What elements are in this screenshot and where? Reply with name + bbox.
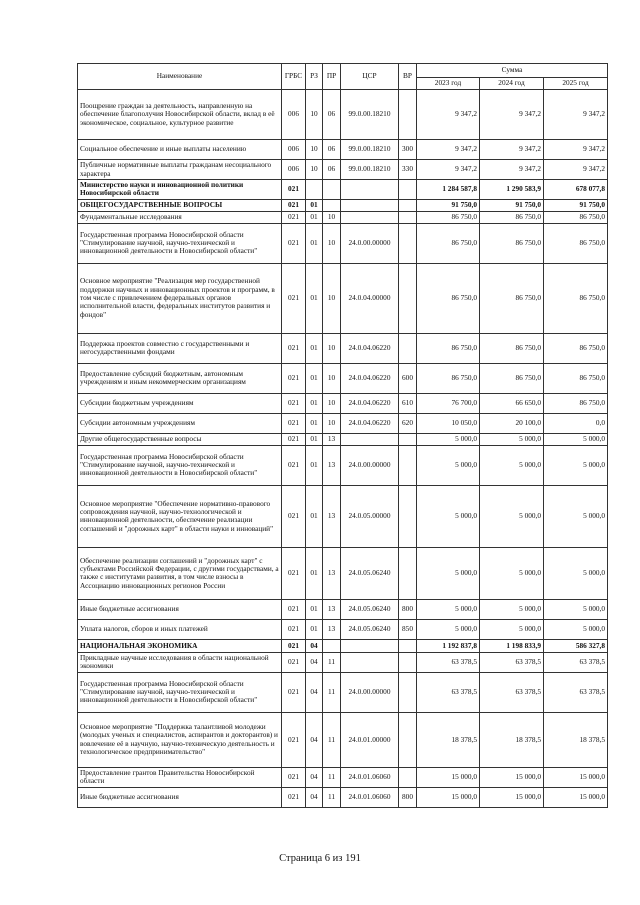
cell-grbs: 021 xyxy=(282,199,306,211)
cell-2024: 5 000,0 xyxy=(480,619,544,639)
cell-2024: 91 750,0 xyxy=(480,199,544,211)
cell-2024: 1 198 833,9 xyxy=(480,639,544,652)
cell-name: Публичные нормативные выплаты гражданам несоциального характера xyxy=(78,160,282,180)
table-row xyxy=(78,211,608,223)
cell-pr: 10 xyxy=(323,363,341,393)
cell-vr: 330 xyxy=(399,160,417,180)
table-row xyxy=(78,333,608,363)
cell-vr: 800 xyxy=(399,787,417,807)
cell-2025: 86 750,0 xyxy=(544,223,608,263)
cell-csr: 24.0.00.00000 xyxy=(341,445,399,485)
table-row xyxy=(78,433,608,445)
cell-2025: 9 347,2 xyxy=(544,90,608,140)
cell-2023: 76 700,0 xyxy=(417,393,480,413)
cell-name: Предоставление субсидий бюджетным, автономным учреждениям и иным некоммерческим организациям xyxy=(78,363,282,393)
table-row xyxy=(78,767,608,787)
cell-2025: 5 000,0 xyxy=(544,485,608,547)
cell-2025: 63 378,5 xyxy=(544,652,608,672)
cell-name: Обеспечение реализации соглашений и "дорожных карт" с субъектами Российской Федерации, с другими государствами, а также с институтами развития, в том числе взносы в Ассоциацию инновационных регионов России xyxy=(78,547,282,599)
cell-grbs: 006 xyxy=(282,160,306,180)
cell-vr: 300 xyxy=(399,140,417,160)
cell-2023: 9 347,2 xyxy=(417,90,480,140)
header-row xyxy=(78,64,608,78)
cell-grbs: 021 xyxy=(282,787,306,807)
cell-name: Поддержка проектов совместно с государственными и негосударственными фондами xyxy=(78,333,282,363)
cell-2025: 15 000,0 xyxy=(544,787,608,807)
cell-pr: 13 xyxy=(323,619,341,639)
cell-name: ОБЩЕГОСУДАРСТВЕННЫЕ ВОПРОСЫ xyxy=(78,199,282,211)
cell-rz: 10 xyxy=(306,160,323,180)
cell-vr xyxy=(399,211,417,223)
cell-name: Министерство науки и инновационной политики Новосибирской области xyxy=(78,180,282,200)
cell-2025: 5 000,0 xyxy=(544,433,608,445)
cell-2025: 86 750,0 xyxy=(544,333,608,363)
cell-2025: 5 000,0 xyxy=(544,547,608,599)
table-row xyxy=(78,652,608,672)
cell-rz: 01 xyxy=(306,485,323,547)
cell-vr xyxy=(399,639,417,652)
cell-2024: 5 000,0 xyxy=(480,433,544,445)
cell-vr xyxy=(399,90,417,140)
cell-2024: 18 378,5 xyxy=(480,712,544,767)
cell-2023: 15 000,0 xyxy=(417,767,480,787)
cell-pr xyxy=(323,639,341,652)
cell-pr: 06 xyxy=(323,90,341,140)
cell-2024: 5 000,0 xyxy=(480,485,544,547)
table-row xyxy=(78,547,608,599)
cell-name: Субсидии автономным учреждениям xyxy=(78,413,282,433)
cell-rz: 01 xyxy=(306,599,323,619)
cell-2024: 86 750,0 xyxy=(480,223,544,263)
cell-csr xyxy=(341,652,399,672)
cell-2024: 86 750,0 xyxy=(480,333,544,363)
cell-csr xyxy=(341,639,399,652)
cell-grbs: 021 xyxy=(282,433,306,445)
cell-vr xyxy=(399,180,417,200)
cell-csr: 24.0.04.06220 xyxy=(341,363,399,393)
table-row xyxy=(78,90,608,140)
cell-2023: 9 347,2 xyxy=(417,140,480,160)
cell-2023: 86 750,0 xyxy=(417,263,480,333)
cell-grbs: 021 xyxy=(282,211,306,223)
cell-2025: 0,0 xyxy=(544,413,608,433)
col-header-year-2025: 2025 год xyxy=(544,78,608,90)
cell-name: Государственная программа Новосибирской области "Стимулирование научной, научно-технической и инновационной деятельности в Новосибирской области" xyxy=(78,672,282,712)
cell-csr: 24.0.00.00000 xyxy=(341,672,399,712)
cell-vr xyxy=(399,333,417,363)
cell-rz: 01 xyxy=(306,445,323,485)
cell-2024: 86 750,0 xyxy=(480,263,544,333)
cell-grbs: 021 xyxy=(282,445,306,485)
cell-name: Государственная программа Новосибирской области "Стимулирование научной, научно-технической и инновационной деятельности в Новосибирской области" xyxy=(78,445,282,485)
cell-name: Основное мероприятие "Реализация мер государственной поддержки научных и инновационных проектов и программ, в том числе с привлечением федеральных органов исполнительной власти, федеральных институтов развития и фондов" xyxy=(78,263,282,333)
table-row xyxy=(78,619,608,639)
cell-2025: 86 750,0 xyxy=(544,363,608,393)
cell-rz: 04 xyxy=(306,639,323,652)
cell-csr xyxy=(341,180,399,200)
cell-2024: 9 347,2 xyxy=(480,90,544,140)
cell-pr: 13 xyxy=(323,547,341,599)
cell-2023: 15 000,0 xyxy=(417,787,480,807)
cell-name: Другие общегосударственные вопросы xyxy=(78,433,282,445)
cell-name: Иные бюджетные ассигнования xyxy=(78,599,282,619)
cell-grbs: 021 xyxy=(282,363,306,393)
col-header-year-2023: 2023 год xyxy=(417,78,480,90)
table-row xyxy=(78,787,608,807)
table-row xyxy=(78,413,608,433)
cell-csr: 99.0.00.18210 xyxy=(341,140,399,160)
cell-pr: 11 xyxy=(323,652,341,672)
cell-2023: 1 192 837,8 xyxy=(417,639,480,652)
cell-2024: 63 378,5 xyxy=(480,672,544,712)
cell-csr: 24.0.05.00000 xyxy=(341,485,399,547)
cell-name: Уплата налогов, сборов и иных платежей xyxy=(78,619,282,639)
table-row xyxy=(78,672,608,712)
cell-2023: 63 378,5 xyxy=(417,672,480,712)
cell-pr: 10 xyxy=(323,223,341,263)
table-row xyxy=(78,180,608,200)
col-header-rz: РЗ xyxy=(306,64,323,90)
table-row xyxy=(78,639,608,652)
cell-2025: 9 347,2 xyxy=(544,140,608,160)
cell-pr: 11 xyxy=(323,767,341,787)
cell-rz: 01 xyxy=(306,211,323,223)
cell-csr: 99.0.00.18210 xyxy=(341,160,399,180)
cell-grbs: 021 xyxy=(282,599,306,619)
cell-2023: 5 000,0 xyxy=(417,599,480,619)
cell-pr: 11 xyxy=(323,712,341,767)
col-header-csr: ЦСР xyxy=(341,64,399,90)
cell-csr: 24.0.04.00000 xyxy=(341,263,399,333)
cell-grbs: 006 xyxy=(282,140,306,160)
table-row xyxy=(78,223,608,263)
table-row xyxy=(78,599,608,619)
cell-2023: 10 050,0 xyxy=(417,413,480,433)
cell-2023: 63 378,5 xyxy=(417,652,480,672)
cell-grbs: 021 xyxy=(282,180,306,200)
cell-2024: 1 290 583,9 xyxy=(480,180,544,200)
cell-csr: 24.0.00.00000 xyxy=(341,223,399,263)
cell-vr xyxy=(399,263,417,333)
cell-grbs: 021 xyxy=(282,619,306,639)
cell-grbs: 021 xyxy=(282,547,306,599)
cell-vr xyxy=(399,672,417,712)
table-row xyxy=(78,363,608,393)
cell-2025: 63 378,5 xyxy=(544,672,608,712)
col-header-year-2024: 2024 год xyxy=(480,78,544,90)
cell-pr: 13 xyxy=(323,599,341,619)
cell-2025: 5 000,0 xyxy=(544,599,608,619)
table-row xyxy=(78,485,608,547)
cell-2024: 5 000,0 xyxy=(480,599,544,619)
cell-2024: 9 347,2 xyxy=(480,140,544,160)
cell-pr: 13 xyxy=(323,485,341,547)
cell-2023: 5 000,0 xyxy=(417,485,480,547)
col-header-sum: Сумма xyxy=(417,64,608,78)
cell-grbs: 006 xyxy=(282,90,306,140)
cell-2023: 5 000,0 xyxy=(417,547,480,599)
cell-grbs: 021 xyxy=(282,672,306,712)
cell-2023: 86 750,0 xyxy=(417,223,480,263)
cell-name: Иные бюджетные ассигнования xyxy=(78,787,282,807)
cell-rz: 01 xyxy=(306,199,323,211)
cell-rz: 01 xyxy=(306,547,323,599)
table-row xyxy=(78,160,608,180)
cell-vr xyxy=(399,433,417,445)
cell-pr: 06 xyxy=(323,140,341,160)
cell-grbs: 021 xyxy=(282,639,306,652)
cell-pr: 13 xyxy=(323,433,341,445)
cell-grbs: 021 xyxy=(282,712,306,767)
cell-2024: 66 650,0 xyxy=(480,393,544,413)
cell-2023: 18 378,5 xyxy=(417,712,480,767)
cell-grbs: 021 xyxy=(282,767,306,787)
cell-csr: 24.0.01.06060 xyxy=(341,767,399,787)
cell-name: Прикладные научные исследования в области национальной экономики xyxy=(78,652,282,672)
table-row xyxy=(78,140,608,160)
cell-2024: 5 000,0 xyxy=(480,547,544,599)
cell-vr: 610 xyxy=(399,393,417,413)
page-number: Страница 6 из 191 xyxy=(279,853,361,864)
cell-pr: 11 xyxy=(323,672,341,712)
cell-name: Основное мероприятие "Поддержка талантливой молодежи (молодых ученых и специалистов, аспирантов и докторантов) и вовлечение её в научную, научно-техническую деятельность и технологическое предпринимательство" xyxy=(78,712,282,767)
cell-vr xyxy=(399,712,417,767)
cell-2023: 91 750,0 xyxy=(417,199,480,211)
cell-2023: 5 000,0 xyxy=(417,433,480,445)
cell-rz: 01 xyxy=(306,223,323,263)
cell-pr: 11 xyxy=(323,787,341,807)
cell-csr: 99.0.00.18210 xyxy=(341,90,399,140)
cell-rz: 10 xyxy=(306,140,323,160)
cell-2023: 86 750,0 xyxy=(417,333,480,363)
cell-rz: 04 xyxy=(306,767,323,787)
cell-rz: 04 xyxy=(306,712,323,767)
table-row xyxy=(78,445,608,485)
cell-vr xyxy=(399,485,417,547)
cell-csr xyxy=(341,199,399,211)
cell-rz: 01 xyxy=(306,619,323,639)
cell-2023: 1 284 587,8 xyxy=(417,180,480,200)
cell-2025: 18 378,5 xyxy=(544,712,608,767)
cell-vr xyxy=(399,199,417,211)
cell-grbs: 021 xyxy=(282,413,306,433)
cell-name: НАЦИОНАЛЬНАЯ ЭКОНОМИКА xyxy=(78,639,282,652)
cell-pr: 10 xyxy=(323,211,341,223)
cell-csr: 24.0.01.00000 xyxy=(341,712,399,767)
cell-csr: 24.0.04.06220 xyxy=(341,393,399,413)
cell-vr: 850 xyxy=(399,619,417,639)
table-row xyxy=(78,393,608,413)
cell-2024: 15 000,0 xyxy=(480,767,544,787)
cell-rz: 04 xyxy=(306,672,323,712)
table-row xyxy=(78,263,608,333)
cell-csr: 24.0.04.06220 xyxy=(341,413,399,433)
cell-grbs: 021 xyxy=(282,485,306,547)
cell-2025: 5 000,0 xyxy=(544,445,608,485)
cell-name: Поощрение граждан за деятельность, направленную на обеспечение благополучия Новосибирской области, вклад в её экономическое, социальное, культурное развитие xyxy=(78,90,282,140)
cell-2023: 5 000,0 xyxy=(417,619,480,639)
cell-2024: 86 750,0 xyxy=(480,363,544,393)
col-header-pr: ПР xyxy=(323,64,341,90)
cell-csr: 24.0.05.06240 xyxy=(341,619,399,639)
budget-table xyxy=(77,63,608,808)
cell-name: Предоставление грантов Правительства Новосибирской области xyxy=(78,767,282,787)
cell-vr xyxy=(399,445,417,485)
cell-vr xyxy=(399,767,417,787)
cell-rz: 01 xyxy=(306,363,323,393)
cell-2024: 20 100,0 xyxy=(480,413,544,433)
cell-2024: 5 000,0 xyxy=(480,445,544,485)
cell-vr: 800 xyxy=(399,599,417,619)
cell-csr: 24.0.01.06060 xyxy=(341,787,399,807)
cell-pr: 10 xyxy=(323,393,341,413)
cell-pr: 06 xyxy=(323,160,341,180)
cell-2025: 5 000,0 xyxy=(544,619,608,639)
cell-vr: 620 xyxy=(399,413,417,433)
cell-grbs: 021 xyxy=(282,652,306,672)
cell-pr xyxy=(323,199,341,211)
cell-rz: 01 xyxy=(306,433,323,445)
cell-vr: 600 xyxy=(399,363,417,393)
cell-rz: 04 xyxy=(306,652,323,672)
cell-csr: 24.0.05.06240 xyxy=(341,599,399,619)
cell-name: Фундаментальные исследования xyxy=(78,211,282,223)
cell-2024: 63 378,5 xyxy=(480,652,544,672)
cell-grbs: 021 xyxy=(282,223,306,263)
cell-2025: 86 750,0 xyxy=(544,263,608,333)
cell-vr xyxy=(399,547,417,599)
cell-vr xyxy=(399,652,417,672)
cell-csr xyxy=(341,433,399,445)
cell-2025: 86 750,0 xyxy=(544,211,608,223)
cell-pr: 10 xyxy=(323,413,341,433)
cell-name: Государственная программа Новосибирской области "Стимулирование научной, научно-технической и инновационной деятельности в Новосибирской области" xyxy=(78,223,282,263)
cell-2024: 9 347,2 xyxy=(480,160,544,180)
cell-name: Основное мероприятие "Обеспечение нормативно-правового сопровождения научной, научно-технологической и инновационной деятельности, обеспечение реализации соглашений и "дорожных карт" в области науки и инноваций" xyxy=(78,485,282,547)
cell-grbs: 021 xyxy=(282,333,306,363)
cell-grbs: 021 xyxy=(282,263,306,333)
cell-grbs: 021 xyxy=(282,393,306,413)
table-row xyxy=(78,199,608,211)
cell-pr xyxy=(323,180,341,200)
cell-name: Субсидии бюджетным учреждениям xyxy=(78,393,282,413)
cell-2025: 91 750,0 xyxy=(544,199,608,211)
cell-csr xyxy=(341,211,399,223)
col-header-name: Наименование xyxy=(78,64,282,90)
cell-2023: 86 750,0 xyxy=(417,363,480,393)
cell-2023: 86 750,0 xyxy=(417,211,480,223)
cell-2023: 5 000,0 xyxy=(417,445,480,485)
cell-rz: 01 xyxy=(306,263,323,333)
cell-2023: 9 347,2 xyxy=(417,160,480,180)
cell-pr: 10 xyxy=(323,263,341,333)
col-header-vr: ВР xyxy=(399,64,417,90)
table-body xyxy=(78,90,608,808)
cell-name: Социальное обеспечение и иные выплаты населению xyxy=(78,140,282,160)
cell-2025: 15 000,0 xyxy=(544,767,608,787)
cell-rz: 01 xyxy=(306,413,323,433)
cell-2024: 86 750,0 xyxy=(480,211,544,223)
cell-csr: 24.0.05.06240 xyxy=(341,547,399,599)
cell-csr: 24.0.04.06220 xyxy=(341,333,399,363)
cell-2025: 678 077,8 xyxy=(544,180,608,200)
cell-2025: 586 327,8 xyxy=(544,639,608,652)
cell-2025: 86 750,0 xyxy=(544,393,608,413)
cell-rz: 04 xyxy=(306,787,323,807)
cell-2025: 9 347,2 xyxy=(544,160,608,180)
cell-vr xyxy=(399,223,417,263)
col-header-grbs: ГРБС xyxy=(282,64,306,90)
cell-pr: 13 xyxy=(323,445,341,485)
cell-rz xyxy=(306,180,323,200)
cell-pr: 10 xyxy=(323,333,341,363)
cell-rz: 01 xyxy=(306,393,323,413)
cell-2024: 15 000,0 xyxy=(480,787,544,807)
table-row xyxy=(78,712,608,767)
cell-rz: 10 xyxy=(306,90,323,140)
cell-rz: 01 xyxy=(306,333,323,363)
